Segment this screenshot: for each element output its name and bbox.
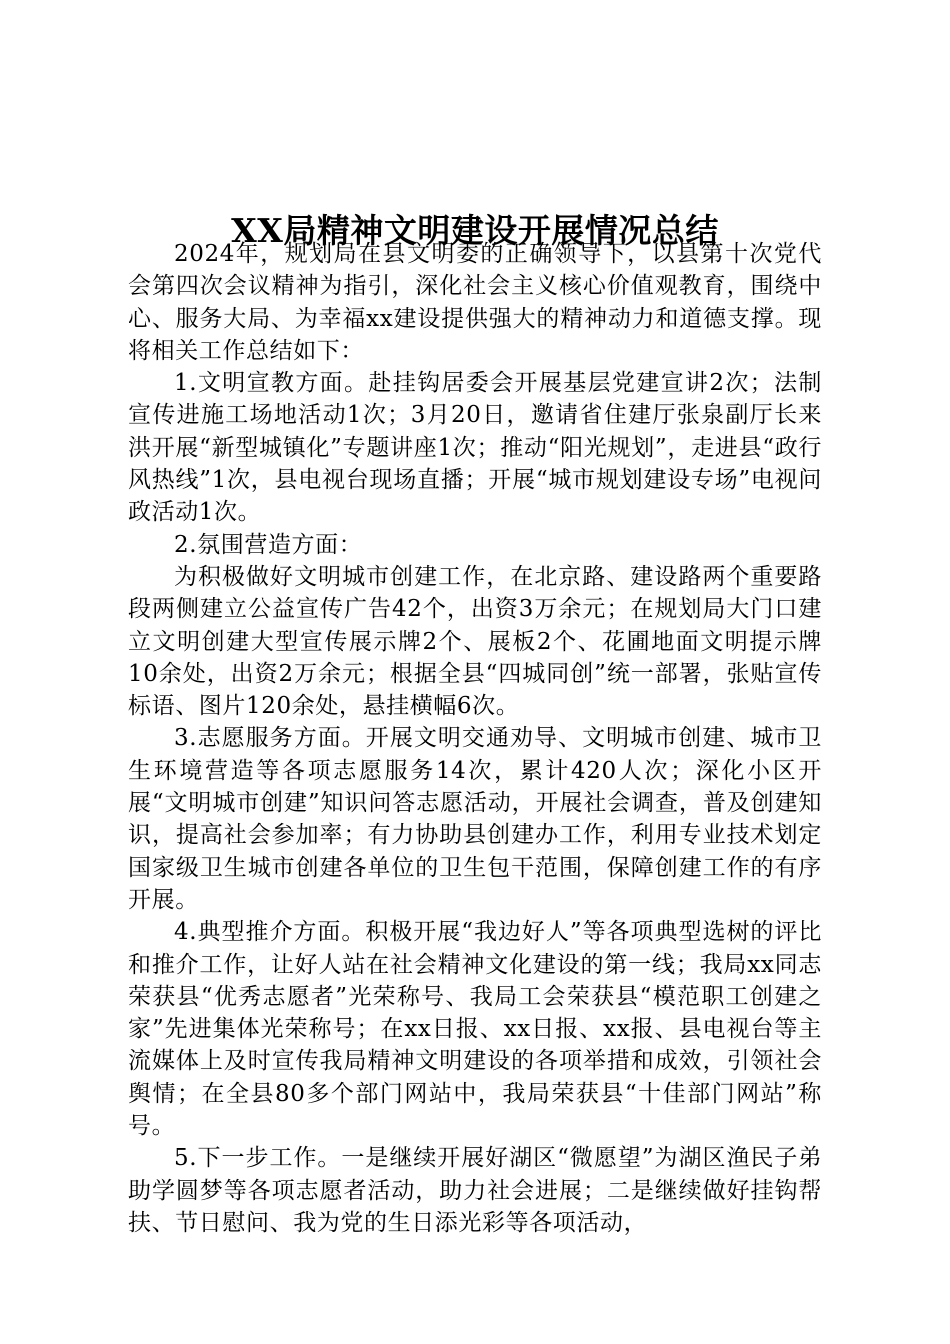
paragraph-next-steps: 5.下一步工作。一是继续开展好湖区“微愿望”为湖区渔民子弟助学圆梦等各项志愿者活动，助力社会进展；二是继续做好挂钩帮扶、节日慰问、我为党的生日添光彩等各项活动，: [128, 1145, 822, 1236]
document-title: XX局精神文明建设开展情况总结: [231, 211, 719, 251]
paragraph-intro: 2024年，规划局在县文明委的正确领导下，以县第十次党代会第四次会议精神为指引，深化社会主义核心价值观教育，围绕中心、服务大局、为幸福xx建设提供强大的精神动力和道德支撑。现将相关工作总结如下：: [128, 241, 822, 364]
paragraph-atmosphere-detail: 为积极做好文明城市创建工作，在北京路、建设路两个重要路段两侧建立公益宣传广告42个，出资3万余元；在规划局大门口建立文明创建大型宣传展示牌2个、展板2个、花圃地面文明提示牌10余处，出资2万余元；根据全县“四城同创”统一部署，张贴宣传标语、图片120余处，悬挂横幅6次。: [128, 563, 822, 720]
paragraph-model-promotion: 4.典型推介方面。积极开展“我边好人”等各项典型选树的评比和推介工作，让好人站在社会精神文化建设的第一线；我局xx同志荣获县“优秀志愿者”光荣称号、我局工会荣获县“模范职工创建之家”先进集体光荣称号；在xx日报、xx日报、xx报、县电视台等主流媒体上及时宣传我局精神文明建设的各项举措和成效，引领社会舆情；在全县80多个部门网站中，我局荣获县“十佳部门网站”称号。: [128, 919, 822, 1140]
paragraph-volunteer-service: 3.志愿服务方面。开展文明交通劝导、文明城市创建、城市卫生环境营造等各项志愿服务14次，累计420人次；深化小区开展“文明城市创建”知识问答志愿活动，开展社会调查，普及创建知识，提高社会参加率；有力协助县创建办工作，利用专业技术划定国家级卫生城市创建各单位的卫生包干范围，保障创建工作的有序开展。: [128, 725, 822, 913]
paragraph-publicity-education: 1.文明宣教方面。赴挂钩居委会开展基层党建宣讲2次；法制宣传进施工场地活动1次；3月20日，邀请省住建厅张泉副厅长来洪开展“新型城镇化”专题讲座1次；推动“阳光规划”，走进县“政行风热线”1次，县电视台现场直播；开展“城市规划建设专场”电视问政活动1次。: [128, 370, 822, 526]
paragraph-atmosphere-heading: 2.氛围营造方面：: [174, 531, 363, 558]
document-body: [128, 238, 822, 1239]
